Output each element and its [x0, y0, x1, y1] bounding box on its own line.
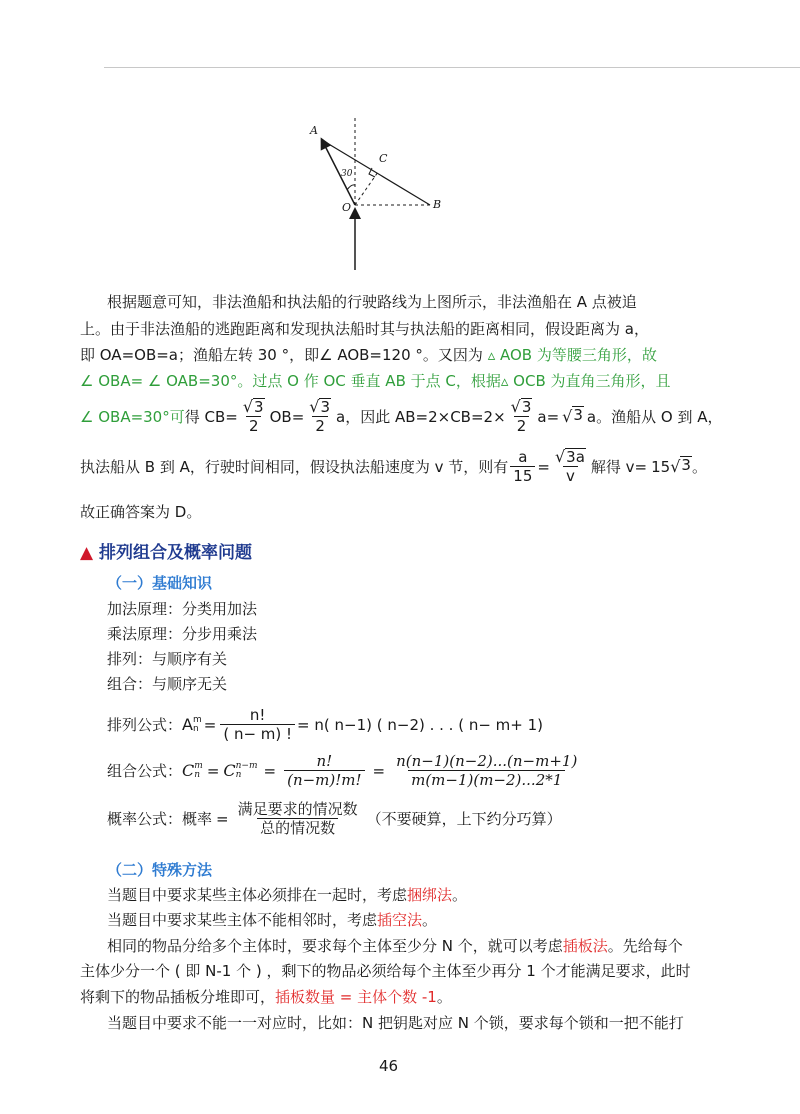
solution-line-3-green: ▵ AOB 为等腰三角形，故	[487, 346, 657, 364]
denominator-2: 2	[514, 416, 530, 435]
solution-line-5-c: a，因此 AB=2×CB=2×	[336, 407, 506, 426]
method-divider-line-1: 相同的物品分给多个主体时，要求每个主体至少分 N 个，就可以考虑插板法。先给每个	[107, 937, 683, 955]
perm-fraction: $\frac{n!}{( n- m) !}$	[220, 706, 295, 743]
fraction-sqrt3-over-2-b: √ 3 2	[309, 397, 331, 435]
sqrt3-inline: √ 3	[562, 405, 583, 426]
v-value-sqrt: √ 3	[670, 455, 691, 476]
sqrt3-radicand: 3	[320, 398, 331, 416]
comb-eq-1: =	[206, 761, 220, 780]
subheading-basics: （一）基础知识	[107, 574, 213, 592]
method-divider-line-2: 主体少分一个 ( 即 N-1 个 ) ，剩下的物品必须给每个主体至少再分 1 个才能满足要求，此时	[80, 962, 691, 980]
solution-line-5-d: a=	[537, 407, 560, 426]
method-gap-insertion: 当题目中要求某些主体不能相邻时，考虑插空法。	[107, 911, 438, 929]
basic-item-2: 乘法原理：分步用乘法	[107, 625, 258, 643]
solution-line-6-b: 解得 v=	[590, 457, 648, 476]
v-value-coef: 15	[651, 457, 671, 476]
geometry-figure	[300, 110, 450, 275]
solution-line-2: 上。由于非法渔船的逃跑距离和发现执法船时其与执法船的距离相同，假设距离为 a，	[80, 320, 649, 338]
comb-eq-2: =	[263, 761, 277, 780]
label-angle: 30	[341, 169, 353, 179]
basic-item-1: 加法原理：分类用加法	[107, 600, 258, 618]
header-rule	[104, 67, 800, 68]
comb-symbol-1: C m n	[182, 760, 203, 780]
solution-line-3-text: 即 OA=OB=a；渔船左转 30 °，即∠ AOB=120 °。又因为	[80, 346, 483, 364]
triangle-marker-icon: ▲	[80, 543, 94, 563]
method-divider-line-3: 将剩下的物品插板分堆即可，插板数量 = 主体个数 -1。	[80, 988, 452, 1006]
comb-label: 组合公式：	[107, 761, 183, 780]
solution-line-6	[80, 448, 707, 485]
answer-line: 故正确答案为 D。	[80, 503, 202, 521]
perm-symbol: A m n	[182, 714, 202, 734]
prob-fraction: $\frac{\text{满足要求的情况数}}{\text{总的情况数}}$	[237, 800, 358, 837]
denominator-2: 2	[312, 416, 328, 435]
solution-line-5-a: 得 CB=	[184, 407, 238, 426]
prob-label: 概率公式：概率	[107, 809, 213, 828]
label-c: C	[379, 152, 388, 165]
section-title: 排列组合及概率问题	[99, 543, 252, 563]
perm-eq: =	[203, 715, 217, 734]
sqrt3-radicand: 3	[254, 398, 264, 416]
subheading-special-methods: （二）特殊方法	[107, 861, 213, 879]
label-o: O	[342, 201, 352, 214]
solution-line-5-e: a。渔船从 O 到 A，	[586, 407, 723, 426]
basic-item-4: 组合：与顺序无关	[107, 675, 228, 693]
solution-line-1: 根据题意可知，非法渔船和执法船的行驶路线为上图所示，非法渔船在 A 点被追	[107, 293, 637, 311]
label-a: A	[310, 124, 318, 137]
probability-formula	[107, 800, 562, 837]
page-number: 46	[379, 1057, 399, 1075]
solution-line-5-green: ∠ OBA=30°可	[80, 407, 185, 426]
comb-eq-3: =	[372, 761, 386, 780]
permutation-formula	[107, 706, 543, 743]
denominator-2: 2	[246, 416, 262, 435]
section-heading	[80, 538, 252, 563]
comb-fraction-1: $\frac{n!}{(n-m)!m!}$	[284, 752, 364, 789]
prob-eq: =	[216, 809, 229, 828]
sqrt3-radicand: 3	[521, 398, 532, 416]
label-b: B	[433, 198, 442, 211]
comb-symbol-2: C n−m n	[223, 760, 258, 780]
solution-line-6-c: 。	[691, 457, 707, 476]
divider-method-term: 插板法	[562, 937, 608, 955]
method-mismatch: 当题目中要求不能一一对应时，比如：N 把钥匙对应 N 个锁，要求每个锁和一把不能打	[107, 1014, 684, 1032]
fraction-sqrt3-over-2-c: √ 3 2	[510, 397, 532, 435]
solution-line-6-a: 执法船从 B 到 A，行驶时间相同，假设执法船速度为 v 节，则有	[80, 457, 509, 476]
bundling-method-term: 捆绑法	[407, 886, 453, 904]
divider-count-rule: 插板数量 = 主体个数 -1	[275, 988, 437, 1006]
fraction-sqrt3a-over-v: √ 3a v	[554, 447, 585, 485]
comb-fraction-2: $\frac{n(n-1)(n-2)...(n-m+1)}{m(m-1)(m-2)...2*1}$	[396, 752, 578, 789]
solution-line-4: ∠ OBA= ∠ OAB=30°。过点 O 作 OC 垂直 AB 于点 C，根据▵ OCB 为直角三角形，且	[80, 372, 671, 390]
prob-note: （不要硬算，上下约分巧算）	[366, 809, 562, 828]
combination-formula	[107, 752, 582, 789]
solution-line-5	[80, 398, 723, 435]
perm-rhs: = n( n−1) ( n−2) . . . ( n− m+ 1)	[297, 715, 544, 734]
method-bundling: 当题目中要求某些主体必须排在一起时，考虑捆绑法。	[107, 886, 468, 904]
solution-line-3	[80, 344, 657, 366]
basic-item-3: 排列：与顺序有关	[107, 650, 228, 668]
fraction-sqrt3-over-2: √ 3 2	[242, 397, 264, 435]
perm-label: 排列公式：	[107, 715, 183, 734]
fraction-a-over-15: $\frac{a}{15}$	[510, 448, 535, 485]
equals: =	[537, 457, 550, 476]
solution-line-5-b: OB=	[269, 407, 305, 426]
angle-arc	[347, 185, 355, 190]
gap-method-term: 插空法	[377, 911, 423, 929]
